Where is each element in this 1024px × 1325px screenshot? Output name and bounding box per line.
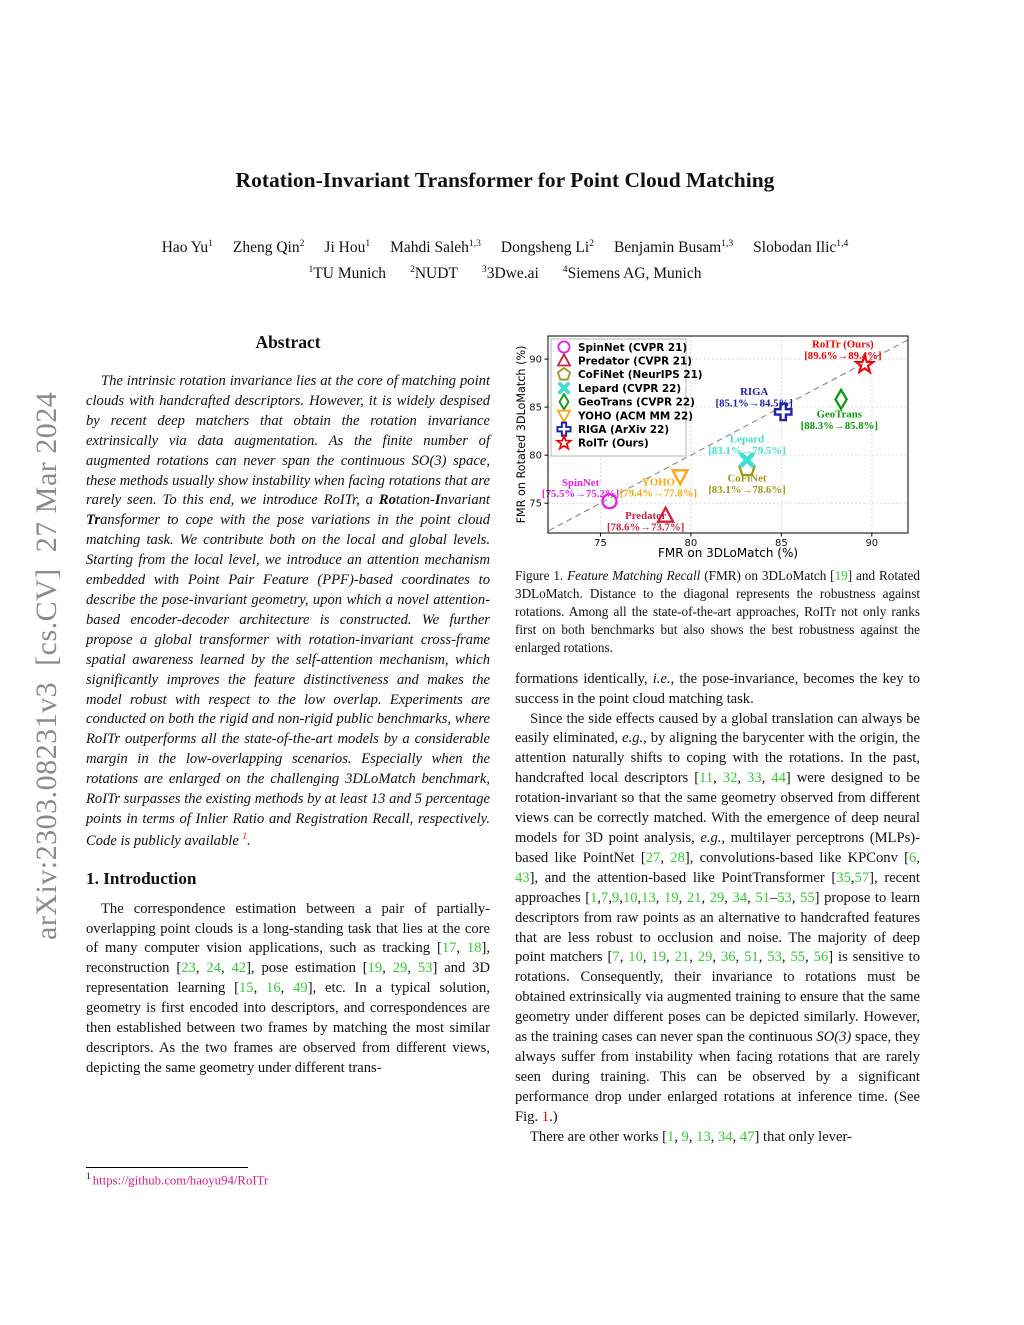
citation-link[interactable]: 10 bbox=[622, 889, 638, 906]
y-axis-label: FMR on Rotated 3DLoMatch (%) bbox=[515, 345, 528, 524]
legend-entry-GeoTrans bbox=[560, 394, 695, 409]
citation-link[interactable]: 21 bbox=[674, 949, 690, 966]
citation-link[interactable]: 35 bbox=[836, 869, 851, 886]
text-segment: ] were designed to be rotation-invariant so that the same geometry observed from different views can be correctly matched. With the emergence of deep neural models for 3D point analysis, bbox=[515, 770, 921, 847]
citation-link[interactable]: 1 bbox=[590, 889, 598, 906]
text-segment: Since the side effects caused by a global translation can always be easily eliminated, bbox=[515, 710, 920, 747]
text-segment: SO(3) bbox=[411, 452, 447, 469]
left-column bbox=[86, 332, 490, 1079]
text-segment: , bbox=[761, 770, 772, 787]
text-segment: , bbox=[280, 980, 294, 997]
citation-link[interactable]: 29 bbox=[709, 889, 725, 906]
svg-text:YOHO (ACM MM 22): YOHO (ACM MM 22) bbox=[578, 410, 694, 423]
chart-annotation-YOHO: YOHO [79.4%→77.8%] bbox=[619, 476, 698, 500]
abstract-text bbox=[86, 372, 490, 852]
citation-link[interactable]: 33 bbox=[747, 770, 762, 787]
text-segment: , bbox=[608, 889, 612, 906]
text-segment: , bbox=[850, 869, 855, 886]
text-segment: e.g. bbox=[700, 830, 722, 847]
author: Dongsheng Li$^2$ bbox=[500, 238, 594, 257]
text-segment: , bbox=[253, 980, 267, 997]
text-segment: , bbox=[407, 960, 418, 977]
svg-text:Predator (CVPR 21): Predator (CVPR 21) bbox=[578, 355, 692, 368]
text-segment: i.e. bbox=[652, 670, 671, 687]
citation-link[interactable]: 11 bbox=[699, 770, 714, 787]
text-segment: ] and 3D representation learning [ bbox=[86, 960, 490, 997]
text-segment: , bbox=[712, 949, 721, 966]
citation-link[interactable]: 47 bbox=[739, 1128, 755, 1145]
right-column bbox=[515, 330, 920, 1148]
author-line bbox=[56, 238, 954, 257]
text-segment: – bbox=[769, 889, 778, 906]
svg-text:85: 85 bbox=[529, 402, 542, 414]
chart-annotation-CoFiNet: CoFiNet [83.1%→78.6%] bbox=[708, 472, 786, 496]
citation-link[interactable]: 57 bbox=[854, 869, 870, 886]
text-segment: . bbox=[246, 832, 251, 849]
citation-link[interactable]: 42 bbox=[231, 960, 247, 977]
text-segment: SO(3) bbox=[816, 1029, 852, 1046]
citation-link[interactable]: 27 bbox=[645, 849, 661, 866]
text-segment: Tr bbox=[86, 512, 101, 529]
text-segment: , bbox=[735, 949, 745, 966]
text-segment: , bbox=[220, 960, 232, 977]
citation-link[interactable]: 10 bbox=[628, 949, 643, 966]
svg-text:90: 90 bbox=[529, 354, 542, 366]
text-segment: , bbox=[674, 1128, 682, 1145]
citation-link[interactable]: 34 bbox=[718, 1128, 733, 1145]
text-segment: , bbox=[701, 889, 710, 906]
citation-link[interactable]: 36 bbox=[720, 949, 736, 966]
text-segment: , bbox=[737, 770, 748, 787]
text-segment: e.g. bbox=[622, 730, 644, 747]
text-segment: , the pose-invariance, becomes the key to success in the point cloud matching task. bbox=[515, 670, 920, 707]
citation-link[interactable]: 6 bbox=[909, 849, 917, 866]
figure-1-caption bbox=[515, 567, 920, 657]
text-segment: ] that only lever- bbox=[754, 1128, 852, 1145]
text-segment: , bbox=[781, 949, 791, 966]
text-segment: , bbox=[747, 889, 756, 906]
citation-link[interactable]: 15 bbox=[238, 980, 254, 997]
text-segment: tation- bbox=[395, 492, 435, 509]
citation-link[interactable]: 53 bbox=[767, 949, 782, 966]
text-segment: , bbox=[655, 889, 665, 906]
author: Slobodan Ilic$^{1,4}$ bbox=[753, 238, 849, 257]
footnote-ref-link[interactable]: 1 bbox=[242, 830, 247, 841]
text-segment: , bbox=[805, 949, 814, 966]
text-segment: ], pose estimation [ bbox=[246, 960, 368, 977]
text-segment: Feature Matching Recall bbox=[567, 568, 701, 583]
citation-link[interactable]: 24 bbox=[206, 960, 221, 977]
citation-link[interactable]: 9 bbox=[681, 1128, 689, 1145]
legend-entry-YOHO bbox=[558, 410, 693, 422]
citation-link[interactable]: 29 bbox=[392, 960, 408, 977]
footnote bbox=[86, 1167, 490, 1188]
svg-text:80: 80 bbox=[529, 450, 542, 462]
text-segment: , bbox=[195, 960, 207, 977]
citation-link[interactable]: 19 bbox=[834, 568, 848, 583]
citation-link[interactable]: 19 bbox=[367, 960, 383, 977]
section-heading-introduction: 1. Introduction bbox=[86, 868, 197, 888]
text-segment: Ro bbox=[378, 492, 396, 509]
citation-link[interactable]: 56 bbox=[813, 949, 829, 966]
text-segment: , bbox=[619, 889, 623, 906]
citation-link[interactable]: 44 bbox=[771, 770, 786, 787]
legend-entry-Lepard bbox=[560, 383, 681, 395]
citation-link[interactable]: 55 bbox=[800, 889, 815, 906]
text-segment: Figure 1. bbox=[515, 568, 568, 583]
intro-paragraph-1-continued bbox=[515, 670, 920, 710]
text-segment: ], convolutions-based like KPConv [ bbox=[684, 849, 910, 866]
citation-link[interactable]: 16 bbox=[266, 980, 281, 997]
text-segment: ], recent approaches [ bbox=[515, 869, 920, 906]
text-segment: , bbox=[689, 949, 698, 966]
svg-text:CoFiNet (NeurIPS 21): CoFiNet (NeurIPS 21) bbox=[578, 369, 703, 382]
chart-annotation-Predator: Predator [78.6%→73.7%] bbox=[607, 510, 685, 534]
text-segment: , bbox=[637, 889, 642, 906]
text-segment: (FMR) on 3DLoMatch [ bbox=[700, 568, 835, 583]
chart-annotation-Lepard: Lepard [83.1%→79.5%] bbox=[708, 433, 786, 457]
citation-link[interactable]: 43 bbox=[515, 869, 530, 886]
x-axis-label: FMR on 3DLoMatch (%) bbox=[657, 546, 799, 560]
chart-annotation-GeoTrans: GeoTrans [88.3%→85.8%] bbox=[800, 408, 878, 432]
text-segment: ], reconstruction [ bbox=[86, 940, 490, 977]
text-segment: , multilayer perceptrons (MLPs)-based like PointNet [ bbox=[515, 830, 920, 866]
svg-text:RoITr (Ours): RoITr (Ours) bbox=[578, 437, 649, 450]
citation-link[interactable]: 13 bbox=[641, 889, 656, 906]
intro-paragraph-1 bbox=[86, 900, 490, 1079]
text-segment: , bbox=[597, 889, 602, 906]
text-segment: formations identically, bbox=[515, 670, 653, 687]
citation-link[interactable]: 7 bbox=[601, 889, 609, 906]
svg-text:85: 85 bbox=[774, 538, 788, 549]
text-segment: ansformer to cope with the pose variations in the point cloud matching task. We contribute both on the local and global levels. Starting from the local level, we introduce an attention mechanism embedded with Point Pair Feature (PPF)-based coordinates to describe the pose-invariant geometry, upon which a novel attention-based encoder-decoder architecture is constructed. We further propose a global transformer with rotation-invariant cross-frame spatial awareness learned by the self-attention mechanism, which significantly improves the feature distinctiveness and makes the model robust with respect to the low overlap. Experiments are conducted on both the rigid and non-rigid public benchmarks, where RoITr outperforms all the state-of-the-art models by a considerable margin in the low-overlapping scenarios. Especially when the rotations are enlarged on the challenging 3DLoMatch benchmark, RoITr surpasses the existing methods by at least 13 and 5 percentage points in terms of Inlier Ratio and Registration Recall, respectively. Code is publicly available bbox=[86, 512, 490, 849]
text-segment: ] propose to learn descriptors from raw points as an alternative to handcrafted features that are less robust to occlusion and noise. The majority of deep point matchers [ bbox=[515, 889, 920, 966]
text-segment: , bbox=[791, 889, 801, 906]
figure-ref-link[interactable]: 1 bbox=[541, 1108, 550, 1125]
text-segment: There are other works [ bbox=[530, 1128, 667, 1145]
text-segment: , bbox=[456, 940, 467, 957]
citation-link[interactable]: 17 bbox=[441, 940, 457, 957]
affiliation-line bbox=[86, 264, 924, 283]
chart-annotation-RIGA: RIGA [85.1%→84.5%] bbox=[715, 386, 793, 410]
citation-link[interactable]: 13 bbox=[696, 1128, 711, 1145]
text-segment: space, they always suffer from instability when facing rotations that are rarely seen during training. This can be observed by a significant performance drop under enlarged rotations at inference time. (See Fig. bbox=[515, 1029, 920, 1125]
text-segment: The correspondence estimation between a pair of partially-overlapping point clouds is a long-standing task that lies at the core of many computer vision applications, such as tracking [ bbox=[86, 900, 490, 957]
citation-link[interactable]: 21 bbox=[686, 889, 702, 906]
svg-text:75: 75 bbox=[594, 538, 607, 549]
text-segment: ], etc. In a typical solution, geometry is first encoded into descriptors, and correspondences are then established between two frames by matching the most similar descriptors. As the two frames are observed from different views, depicting the same geometry under different trans- bbox=[86, 980, 490, 1076]
intro-paragraph-2 bbox=[515, 710, 920, 1128]
text-segment: , bbox=[724, 889, 733, 906]
text-segment: I bbox=[434, 492, 441, 509]
legend-entry-Predator bbox=[558, 354, 692, 367]
affiliation: $^1$TU Munich bbox=[308, 264, 387, 283]
svg-text:80: 80 bbox=[684, 538, 698, 549]
text-segment: , bbox=[713, 770, 723, 787]
citation-link[interactable]: 29 bbox=[697, 949, 713, 966]
text-segment: ], and the attention-based like PointTransformer [ bbox=[529, 869, 837, 886]
citation-link[interactable]: 34 bbox=[732, 889, 748, 906]
affiliation: $^3$3Dwe.ai bbox=[481, 264, 539, 283]
citation-link[interactable]: 7 bbox=[612, 949, 620, 966]
citation-link[interactable]: 55 bbox=[790, 949, 806, 966]
legend-entry-CoFiNet bbox=[558, 368, 703, 381]
citation-link[interactable]: 53 bbox=[777, 889, 792, 906]
citation-link[interactable]: 53 bbox=[417, 960, 433, 977]
svg-text:RIGA (ArXiv 22): RIGA (ArXiv 22) bbox=[578, 424, 670, 436]
citation-link[interactable]: 49 bbox=[293, 980, 308, 997]
svg-text:90: 90 bbox=[865, 538, 879, 549]
arxiv-watermark: arXiv:2303.08231v3 [cs.CV] 27 Mar 2024 bbox=[30, 391, 63, 940]
footnote-marker: 1 bbox=[86, 1172, 91, 1182]
citation-link[interactable]: 18 bbox=[466, 940, 482, 957]
text-segment: , bbox=[916, 849, 920, 866]
author: Benjamin Busam$^{1,3}$ bbox=[613, 238, 734, 257]
text-segment: , bbox=[758, 949, 768, 966]
svg-text:SpinNet (CVPR 21): SpinNet (CVPR 21) bbox=[578, 341, 688, 354]
chart-annotation-RoITr: RoITr (Ours) [89.6%→89.4%] bbox=[804, 338, 882, 362]
citation-link[interactable]: 51 bbox=[755, 889, 770, 906]
text-segment: , bbox=[666, 949, 675, 966]
legend-entry-SpinNet bbox=[558, 341, 687, 353]
text-segment: , bbox=[710, 1128, 719, 1145]
text-segment: nvariant bbox=[440, 492, 490, 509]
citation-link[interactable]: 19 bbox=[664, 889, 679, 906]
text-segment: space, these methods usually show instability when facing rotations that are rarely seen. To this end, we introduce RoITr, a bbox=[86, 452, 491, 509]
text-segment: The intrinsic rotation invariance lies at the core of matching point clouds with handcrafted descriptors. However, it is widely despised by recent deep matchers that obtain the rotation invariance extrinsically via data augmentation. As the finite number of augmented rotations can never span the continuous bbox=[86, 373, 490, 469]
svg-text:Lepard (CVPR 22): Lepard (CVPR 22) bbox=[578, 382, 682, 395]
text-segment: , by aligning the barycenter with the origin, the attention naturally shifts to coping with the rotations. In the past, handcrafted local descriptors [ bbox=[515, 730, 920, 787]
text-segment: ] and Rotated 3DLoMatch. Distance to the diagonal represents the robustness against rotations. Among all the state-of-the-art approaches, RoITr not only ranks first on both benchmarks but also shows the best robustness against the enlarged rotations. bbox=[515, 568, 920, 655]
text-segment: ] is sensitive to rotations. Consequently, their invariance to rotations must be obtained extrinsically via augmented training to ensure that the same geometry under different poses can be depicted similarly. However, as the training cases can never span the continuous bbox=[515, 949, 921, 1046]
paper-title: Rotation-Invariant Transformer for Point Cloud Matching bbox=[235, 168, 775, 192]
affiliation: $^2$NUDT bbox=[410, 264, 458, 283]
citation-link[interactable]: 32 bbox=[722, 770, 738, 787]
text-segment: , bbox=[642, 949, 652, 966]
svg-text:GeoTrans (CVPR 22): GeoTrans (CVPR 22) bbox=[578, 396, 695, 409]
citation-link[interactable]: 51 bbox=[744, 949, 759, 966]
author: Zheng Qin$^2$ bbox=[232, 238, 305, 257]
text-segment: , bbox=[660, 849, 671, 866]
svg-text:75: 75 bbox=[529, 498, 542, 510]
citation-link[interactable]: 1 bbox=[666, 1128, 675, 1145]
figure-1-chart bbox=[515, 330, 915, 560]
intro-paragraph-3 bbox=[515, 1128, 920, 1148]
footnote-url-link[interactable]: https://github.com/haoyu94/RoITr bbox=[92, 1173, 269, 1188]
affiliation: $^4$Siemens AG, Munich bbox=[562, 264, 702, 283]
citation-link[interactable]: 9 bbox=[612, 889, 620, 906]
chart-annotation-SpinNet: SpinNet [75.5%→75.2%] bbox=[541, 476, 620, 501]
text-segment: , bbox=[619, 949, 629, 966]
abstract-heading: Abstract bbox=[255, 332, 321, 352]
citation-link[interactable]: 19 bbox=[651, 949, 667, 966]
citation-link[interactable]: 23 bbox=[181, 960, 196, 977]
footnote-rule bbox=[86, 1167, 248, 1168]
author: Ji Hou$^1$ bbox=[324, 238, 371, 257]
chart-legend bbox=[551, 339, 703, 456]
text-segment: , bbox=[382, 960, 393, 977]
citation-link[interactable]: 28 bbox=[670, 849, 685, 866]
text-segment: , bbox=[678, 889, 687, 906]
author: Mahdi Saleh$^{1,3}$ bbox=[390, 238, 481, 257]
text-segment: , bbox=[732, 1128, 740, 1145]
author: Hao Yu$^1$ bbox=[161, 238, 213, 257]
text-segment: , bbox=[688, 1128, 697, 1145]
text-segment: .) bbox=[549, 1108, 558, 1125]
chart-point-GeoTrans bbox=[836, 390, 847, 409]
